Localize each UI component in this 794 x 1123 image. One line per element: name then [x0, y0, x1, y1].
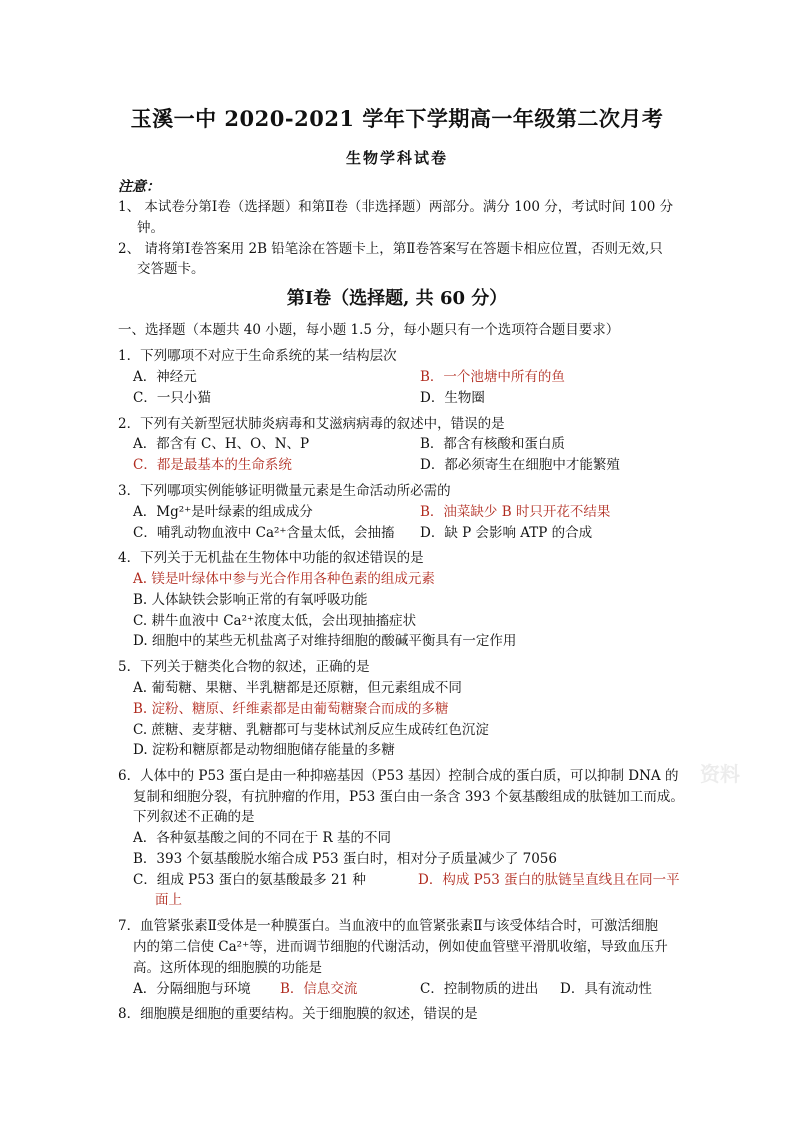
q5-option-a: A. 葡萄糖、果糖、半乳糖都是还原糖，但元素组成不同 [133, 680, 462, 696]
watermark: 资料 [700, 762, 740, 786]
q3-option-d: D．缺 P 会影响 ATP 的合成 [420, 525, 593, 541]
q1-option-b: B．一个池塘中所有的鱼 [420, 369, 565, 385]
q7-stem-line3: 高。这所体现的细胞膜的功能是 [133, 960, 322, 976]
q6-stem-line2: 复制和细胞分裂，有抗肿瘤的作用，P53 蛋白由一条含 393 个氨基酸组成的肽链加工而成。 [133, 789, 684, 805]
q2-option-b: B．都含有核酸和蛋白质 [420, 436, 565, 452]
q3-option-a: A．Mg²⁺是叶绿素的组成成分 [133, 504, 313, 520]
q7-option-c: C．控制物质的进出 [420, 981, 539, 997]
notice-item-2: 2、 请将第Ⅰ卷答案用 2B 铅笔涂在答题卡上，第Ⅱ卷答案写在答题卡相应位置，否则无效,只 [118, 241, 663, 257]
q4-option-c: C. 耕牛血液中 Ca²⁺浓度太低，会出现抽搐症状 [133, 613, 417, 629]
q1-option-c: C．一只小猫 [133, 390, 211, 406]
q4-option-d: D. 细胞中的某些无机盐离子对维持细胞的酸碱平衡具有一定作用 [133, 633, 517, 649]
q2-option-d: D．都必须寄生在细胞中才能繁殖 [420, 457, 620, 473]
exam-subtitle: 生物学科试卷 [345, 149, 448, 167]
notice-item-2-cont: 交答题卡。 [137, 261, 205, 277]
q5-option-c: C. 蔗糖、麦芽糖、乳糖都可与斐林试剂反应生成砖红色沉淀 [133, 722, 489, 738]
q6-stem-line1: 6．人体中的 P53 蛋白是由一种抑癌基因（P53 基因）控制合成的蛋白质，可以抑制 DNA 的 [118, 768, 679, 784]
notice-item-1: 1、 本试卷分第Ⅰ卷（选择题）和第Ⅱ卷（非选择题）两部分。满分 100 分，考试时间 100 分 [118, 199, 674, 215]
q7-stem-line1: 7．血管紧张素Ⅱ受体是一种膜蛋白。当血液中的血管紧张素Ⅱ与该受体结合时，可激活细胞 [118, 918, 658, 934]
q6-option-a: A．各种氨基酸之间的不同在于 R 基的不同 [133, 830, 391, 846]
q4-stem: 4．下列关于无机盐在生物体中功能的叙述错误的是 [118, 550, 424, 566]
q1-option-a: A．神经元 [133, 369, 197, 385]
q6-option-b: B．393 个氨基酸脱水缩合成 P53 蛋白时，相对分子质量减少了 7056 [133, 851, 557, 867]
q3-option-b: B．油菜缺少 B 时只开花不结果 [420, 504, 611, 520]
q6-option-d-cont: 面上 [155, 892, 182, 908]
q2-option-a: A．都含有 C、H、O、N、P [133, 436, 310, 452]
exam-title: 玉溪一中 2020-2021 学年下学期高一年级第二次月考 [130, 106, 664, 131]
q4-option-b: B. 人体缺铁会影响正常的有氧呼吸功能 [133, 592, 368, 608]
q3-option-c: C．哺乳动物血液中 Ca²⁺含量太低，会抽搐 [133, 525, 395, 541]
q5-option-b: B. 淀粉、糖原、纤维素都是由葡萄糖聚合而成的多糖 [133, 701, 449, 717]
q6-option-d: D．构成 P53 蛋白的肽链呈直线且在同一平 [418, 872, 680, 888]
q5-stem: 5．下列关于糖类化合物的叙述，正确的是 [118, 659, 370, 675]
q4-option-a: A. 镁是叶绿体中参与光合作用各种色素的组成元素 [133, 571, 435, 587]
section-instruction: 一、选择题（本题共 40 小题，每小题 1.5 分，每小题只有一个选项符合题目要求） [118, 322, 620, 338]
q7-stem-line2: 内的第二信使 Ca²⁺等，进而调节细胞的代谢活动，例如使血管壁平滑肌收缩，导致血压升 [133, 939, 668, 955]
q5-option-d: D. 淀粉和糖原都是动物细胞储存能量的多糖 [133, 742, 395, 758]
q2-stem: 2．下列有关新型冠状肺炎病毒和艾滋病病毒的叙述中，错误的是 [118, 416, 505, 432]
q2-option-c: C．都是最基本的生命系统 [133, 457, 292, 473]
q8-stem: 8．细胞膜是细胞的重要结构。关于细胞膜的叙述，错误的是 [118, 1006, 478, 1022]
q6-option-c: C．组成 P53 蛋白的氨基酸最多 21 种 [133, 872, 366, 888]
q7-option-a: A．分隔细胞与环境 [133, 981, 251, 997]
q1-stem: 1．下列哪项不对应于生命系统的某一结构层次 [118, 348, 397, 364]
notice-label: 注意： [118, 179, 160, 195]
notice-item-1-cont: 钟。 [137, 220, 164, 236]
section-heading: 第Ⅰ卷（选择题, 共 60 分） [286, 288, 508, 309]
q1-option-d: D．生物圈 [420, 390, 485, 406]
q3-stem: 3．下列哪项实例能够证明微量元素是生命活动所必需的 [118, 483, 451, 499]
q6-stem-line3: 下列叙述不正确的是 [133, 809, 255, 825]
q7-option-d: D．具有流动性 [560, 981, 652, 997]
q7-option-b: B．信息交流 [280, 981, 358, 997]
